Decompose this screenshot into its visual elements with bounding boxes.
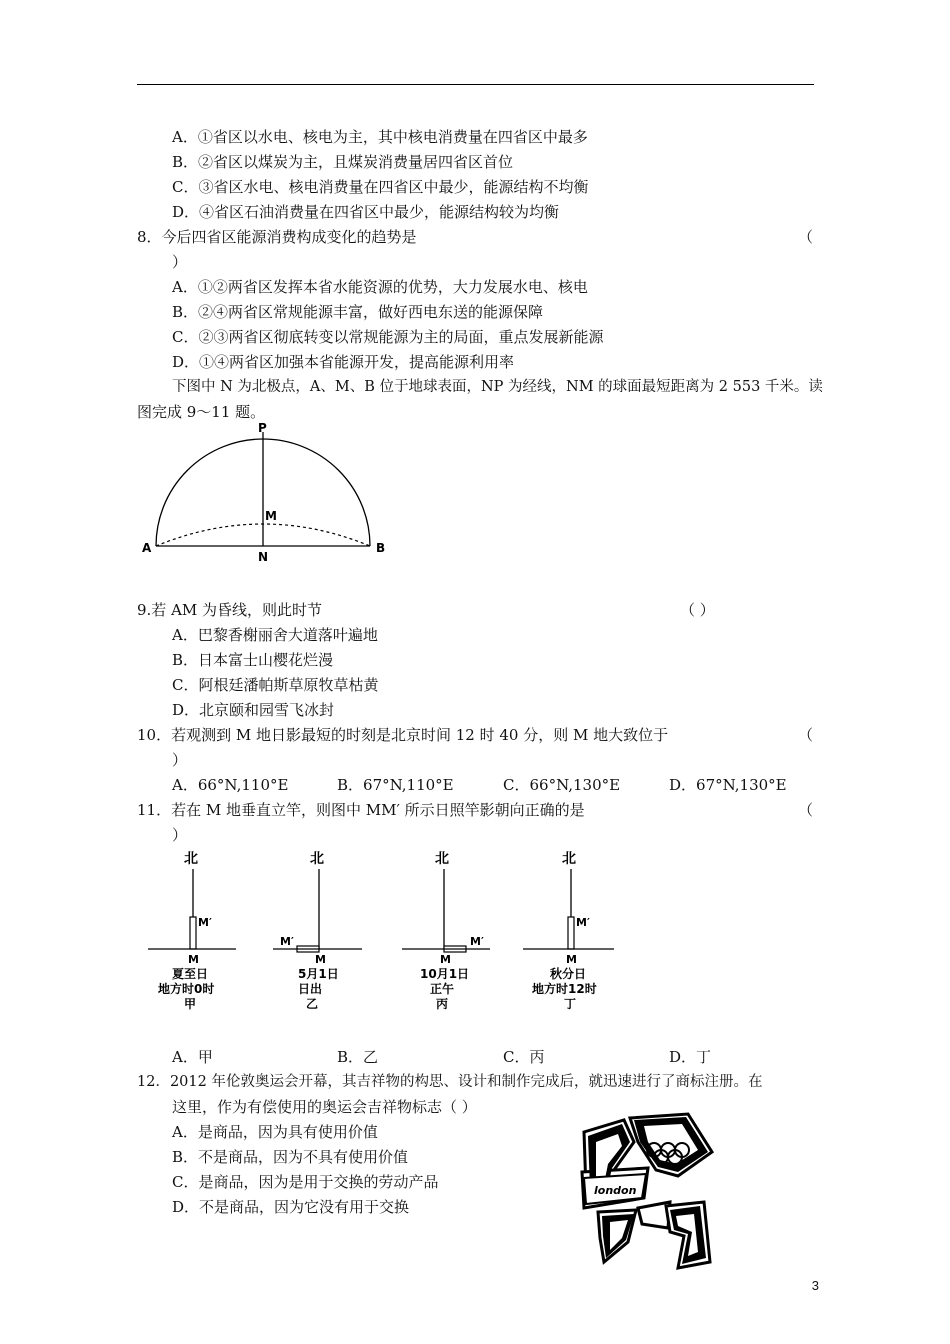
time-label: 日出: [298, 982, 323, 996]
time-label: 地方时12时: [532, 982, 597, 996]
logo-text: london: [594, 1184, 637, 1197]
m-label: M: [188, 953, 199, 966]
q11-option-b: B．乙: [337, 1048, 379, 1066]
q7-option-d: D．④省区石油消费量在四省区中最少，能源结构较为均衡: [172, 203, 560, 221]
label-m: M: [265, 509, 277, 523]
m-label: M: [566, 953, 577, 966]
q7-option-a: A．①省区以水电、核电为主，其中核电消费量在四省区中最多: [172, 128, 588, 146]
q11-paren-open: （: [798, 801, 814, 819]
date-label: 秋分日: [550, 967, 587, 981]
q11-option-a: A．甲: [172, 1048, 213, 1066]
mprime-label: M′: [198, 916, 212, 929]
q9-paren: （ ）: [680, 601, 715, 619]
tag-label: 丙: [436, 997, 449, 1011]
q12-stem-line-2: 这里，作为有偿使用的奥运会吉祥物标志（ ）: [172, 1098, 477, 1116]
london-2012-logo: [578, 1112, 718, 1272]
diagram-yi: [273, 851, 362, 1011]
north-label: 北: [184, 851, 198, 867]
q11-option-c: C．丙: [503, 1048, 545, 1066]
label-n: N: [258, 550, 269, 564]
q8-option-a: A．①②两省区发挥本省水能资源的优势，大力发展水电、核电: [172, 278, 588, 296]
q8-paren-open: （: [798, 228, 814, 246]
m-label: M: [440, 953, 451, 966]
q8-option-d: D．①④两省区加强本省能源开发，提高能源利用率: [172, 353, 515, 371]
q10-option-a: A．66°N,110°E: [172, 776, 289, 794]
label-b: B: [376, 541, 386, 555]
q12-option-c: C．是商品，因为是用于交换的劳动产品: [172, 1173, 439, 1191]
q9-option-c: C．阿根廷潘帕斯草原牧草枯黄: [172, 676, 379, 694]
tag-label: 丁: [564, 997, 577, 1011]
q11-paren-close: ）: [172, 826, 188, 844]
shadow-bar: [568, 917, 574, 949]
q10-paren-open: （: [798, 726, 814, 744]
q12-option-a: A．是商品，因为具有使用价值: [172, 1123, 378, 1141]
m-label: M: [315, 953, 326, 966]
label-p: P: [258, 421, 267, 435]
q10-option-c: C．66°N,130°E: [503, 776, 621, 794]
diagram-bing: [402, 851, 490, 1011]
q12-option-d: D．不是商品，因为它没有用于交换: [172, 1198, 410, 1216]
mprime-label: M′: [470, 935, 484, 948]
date-label: 5月1日: [298, 967, 339, 981]
label-a: A: [142, 541, 152, 555]
intro-line-1: 下图中 N 为北极点，A、M、B 位于地球表面，NP 为经线，NM 的球面最短距离为 2 553 千米。读: [172, 379, 823, 395]
intro-line-2: 图完成 9～11 题。: [137, 403, 266, 421]
q8-option-c: C．②③两省区彻底转变以常规能源为主的局面，重点发展新能源: [172, 328, 604, 346]
q9-option-b: B．日本富士山樱花烂漫: [172, 651, 334, 669]
q11-stem: 11．若在 M 地垂直立竿，则图中 MM′ 所示日照竿影朝向正确的是: [137, 801, 585, 819]
date-label: 10月1日: [420, 967, 470, 981]
q10-paren-close: ）: [172, 751, 188, 769]
header-rule: [137, 84, 814, 85]
q9-option-a: A．巴黎香榭丽舍大道落叶遍地: [172, 626, 378, 644]
q8-paren-close: ）: [172, 253, 188, 271]
tag-label: 乙: [306, 997, 319, 1011]
q7-option-b: B．②省区以煤炭为主，且煤炭消费量居四省区首位: [172, 153, 514, 171]
shadow-bar: [190, 917, 196, 949]
q12-stem-line-1: 12．2012 年伦敦奥运会开幕，其吉祥物的构思、设计和制作完成后，就迅速进行了商标注册。在: [137, 1074, 763, 1090]
mprime-label: M′: [280, 935, 294, 948]
q9-stem: 9.若 AM 为昏线，则此时节: [137, 601, 323, 619]
time-label: 地方时0时: [158, 982, 215, 996]
hemisphere-figure: [130, 418, 400, 568]
q10-stem: 10．若观测到 M 地日影最短的时刻是北京时间 12 时 40 分，则 M 地大致位于: [137, 726, 669, 744]
north-label: 北: [310, 851, 324, 867]
shadow-diagrams: [140, 845, 620, 1030]
q11-option-d: D．丁: [669, 1048, 712, 1066]
north-label: 北: [562, 851, 576, 867]
q8-option-b: B．②④两省区常规能源丰富，做好西电东送的能源保障: [172, 303, 544, 321]
q7-option-c: C．③省区水电、核电消费量在四省区中最少，能源结构不均衡: [172, 178, 589, 196]
mprime-label: M′: [576, 916, 590, 929]
q12-option-b: B．不是商品，因为不具有使用价值: [172, 1148, 409, 1166]
north-label: 北: [435, 851, 449, 867]
date-label: 夏至日: [172, 967, 209, 981]
q8-stem: 8．今后四省区能源消费构成变化的趋势是: [137, 228, 417, 246]
q10-option-d: D．67°N,130°E: [669, 776, 787, 794]
diagram-jia: [148, 851, 236, 1011]
diagram-ding: [523, 851, 614, 1011]
tag-label: 甲: [184, 997, 197, 1011]
time-label: 正午: [430, 982, 455, 996]
page-number: 3: [811, 1278, 819, 1293]
q9-option-d: D．北京颐和园雪飞冰封: [172, 701, 335, 719]
q10-option-b: B．67°N,110°E: [337, 776, 454, 794]
